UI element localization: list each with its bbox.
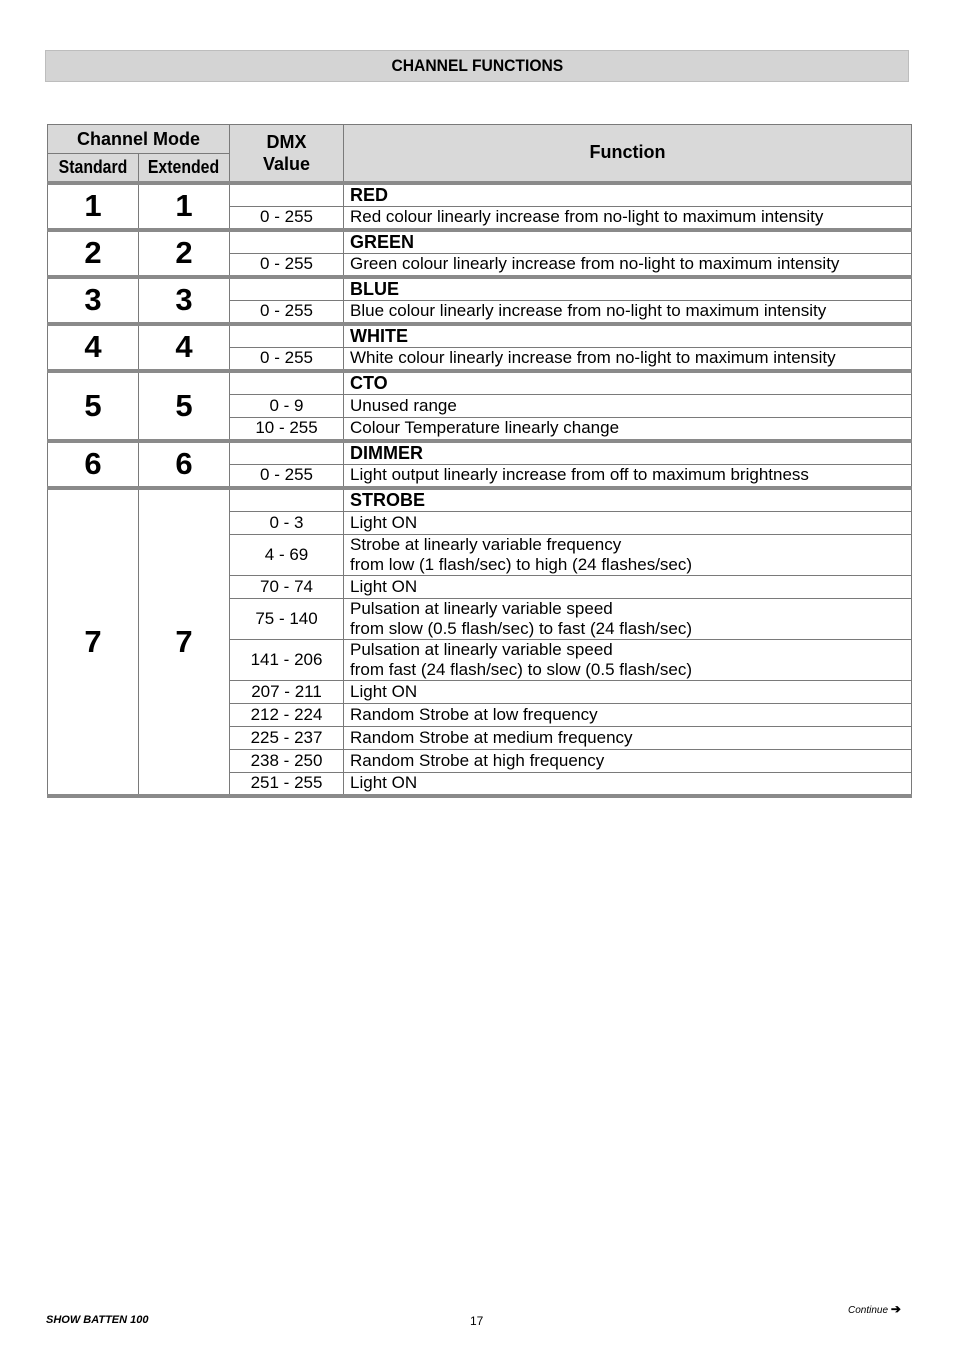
standard-channel-number: 7 [48,488,139,796]
function-title: STROBE [344,488,912,512]
dmx-value: 0 - 255 [230,348,344,371]
function-description [344,207,912,230]
function-title: DIMMER [344,441,912,465]
right-arrow-icon: ➔ [890,1302,901,1316]
dmx-value: 4 - 69 [230,535,344,576]
page-number: 17 [470,1314,484,1328]
function-line: Light ON [350,682,418,701]
dmx-value: 141 - 206 [230,640,344,681]
channel-group-row [48,324,912,348]
standard-channel-number: 5 [48,371,139,441]
dmx-value: 207 - 211 [230,681,344,704]
function-line: Blue colour linearly increase from no-light to maximum intensity [350,301,827,321]
channel-group-row [48,183,912,207]
function-description [344,576,912,599]
extended-channel-number: 4 [139,324,230,371]
extended-channel-number: 1 [139,183,230,230]
function-line: Red colour linearly increase from no-light to maximum intensity [350,207,824,227]
standard-channel-number: 3 [48,277,139,324]
channel-group-row [48,488,912,512]
function-title: RED [344,183,912,207]
header-dmx-value: DMX Value [230,125,344,183]
function-line: Colour Temperature linearly change [350,418,620,438]
function-line: Light ON [350,577,418,596]
function-line: Strobe at linearly variable frequency [350,535,622,554]
function-description [344,301,912,324]
function-line: Light ON [350,773,418,793]
dmx-empty-cell [230,230,344,254]
standard-channel-number: 2 [48,230,139,277]
standard-channel-number: 1 [48,183,139,230]
page-title: CHANNEL FUNCTIONS [391,56,563,75]
dmx-value: 70 - 74 [230,576,344,599]
continue-label: Continue [848,1305,889,1316]
function-title: BLUE [344,277,912,301]
function-description [344,640,912,681]
continue-note [848,1302,901,1316]
dmx-empty-cell [230,324,344,348]
dmx-empty-cell [230,277,344,301]
dmx-empty-cell [230,488,344,512]
function-description [344,727,912,750]
dmx-empty-cell [230,371,344,395]
header-channel-mode: Channel Mode [48,125,230,154]
function-line: Light ON [350,513,418,532]
dmx-value: 251 - 255 [230,773,344,796]
channel-functions-table [47,124,912,798]
header-extended: Extended [139,154,230,183]
function-line: Pulsation at linearly variable speed [350,640,613,659]
function-title: GREEN [344,230,912,254]
function-description [344,681,912,704]
function-description [344,535,912,576]
function-description [344,254,912,277]
function-description [344,395,912,418]
extended-channel-number: 7 [139,488,230,796]
function-title: WHITE [344,324,912,348]
dmx-value: 238 - 250 [230,750,344,773]
function-description [344,512,912,535]
function-line: White colour linearly increase from no-light to maximum intensity [350,348,836,368]
function-line: Green colour linearly increase from no-light to maximum intensity [350,254,840,274]
function-description [344,704,912,727]
footer-product-name: SHOW BATTEN 100 [46,1314,149,1326]
channel-group-row [48,230,912,254]
dmx-value: 212 - 224 [230,704,344,727]
function-line: from fast (24 flash/sec) to slow (0.5 flash/sec) [350,660,693,679]
function-line: Light output linearly increase from off to maximum brightness [350,465,809,485]
function-description [344,348,912,371]
function-line: from slow (0.5 flash/sec) to fast (24 flash/sec) [350,619,693,638]
dmx-value: 0 - 255 [230,465,344,488]
channel-group-row [48,441,912,465]
function-line: Random Strobe at low frequency [350,705,598,724]
function-title: CTO [344,371,912,395]
section-title-bar [45,50,909,82]
dmx-value: 225 - 237 [230,727,344,750]
extended-channel-number: 2 [139,230,230,277]
extended-channel-number: 5 [139,371,230,441]
function-description [344,465,912,488]
standard-channel-number: 4 [48,324,139,371]
function-description [344,750,912,773]
function-description [344,418,912,441]
function-line: Random Strobe at high frequency [350,751,605,770]
channel-group-row [48,277,912,301]
dmx-value: 0 - 255 [230,301,344,324]
function-description [344,773,912,796]
dmx-value: 75 - 140 [230,599,344,640]
dmx-value: 10 - 255 [230,418,344,441]
function-line: Random Strobe at medium frequency [350,728,633,747]
standard-channel-number: 6 [48,441,139,488]
dmx-empty-cell [230,183,344,207]
header-standard: Standard [48,154,139,183]
channel-rows [48,183,912,796]
extended-channel-number: 6 [139,441,230,488]
dmx-value: 0 - 255 [230,254,344,277]
function-line: from low (1 flash/sec) to high (24 flashes/sec) [350,555,693,574]
dmx-value: 0 - 255 [230,207,344,230]
channel-group-row [48,371,912,395]
dmx-value: 0 - 9 [230,395,344,418]
function-line: Unused range [350,396,457,415]
header-function: Function [344,125,912,183]
extended-channel-number: 3 [139,277,230,324]
function-description [344,599,912,640]
dmx-empty-cell [230,441,344,465]
dmx-value: 0 - 3 [230,512,344,535]
function-line: Pulsation at linearly variable speed [350,599,613,618]
